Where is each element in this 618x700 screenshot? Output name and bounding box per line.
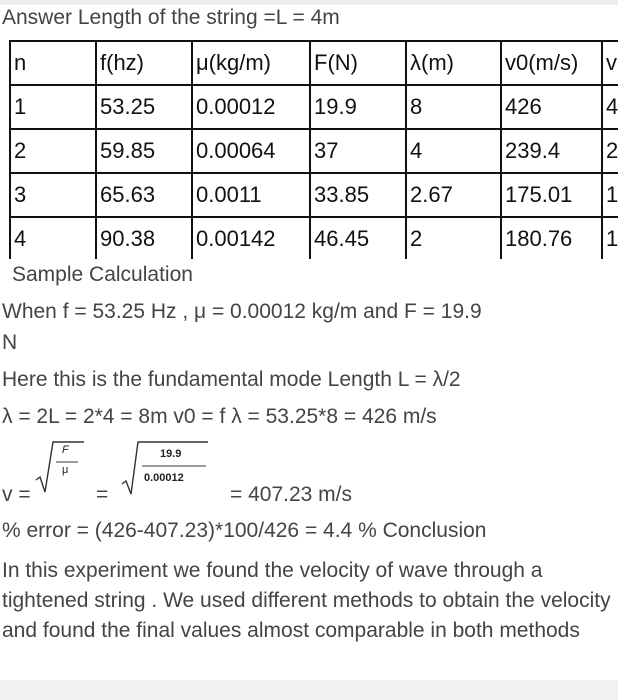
data-table-container bbox=[9, 40, 618, 259]
table-row bbox=[10, 85, 618, 129]
cell-lambda: 2.67 bbox=[406, 173, 501, 217]
percent-error-line: % error = (426-407.23)*100/426 = 4.4 % Conclusion bbox=[2, 519, 487, 542]
sqrt-value-denominator: 0.00012 bbox=[144, 472, 184, 484]
cell-mu: 0.0011 bbox=[192, 173, 310, 217]
cell-f: f(hz) bbox=[96, 41, 192, 85]
table-header-row bbox=[10, 41, 618, 85]
cell-mu: 0.00012 bbox=[192, 85, 310, 129]
wavelength-velocity-line: λ = 2L = 2*4 = 8m v0 = f λ = 53.25*8 = 426 m/s bbox=[2, 405, 437, 428]
conclusion-paragraph: In this experiment we found the velocity of wave through a tightened string . We used different methods to obtain the velocity and found the final values almost comparable in both methods bbox=[2, 559, 611, 642]
cell-v0: 239.4 bbox=[501, 129, 602, 173]
cell-force: 37 bbox=[310, 129, 406, 173]
cell-v0: v0(m/s) bbox=[501, 41, 602, 85]
cell-v: 1 bbox=[602, 217, 618, 259]
cell-n: 2 bbox=[10, 129, 96, 173]
cell-lambda: 4 bbox=[406, 129, 501, 173]
cell-force: F(N) bbox=[310, 41, 406, 85]
cell-v: 4 bbox=[602, 85, 618, 129]
cell-v: 2 bbox=[602, 129, 618, 173]
cell-f: 65.63 bbox=[96, 173, 192, 217]
cell-mu: μ(kg/m) bbox=[192, 41, 310, 85]
cell-mu: 0.00064 bbox=[192, 129, 310, 173]
cell-n: 3 bbox=[10, 173, 96, 217]
top-strip bbox=[0, 0, 618, 5]
cell-force: 33.85 bbox=[310, 173, 406, 217]
cell-f: 90.38 bbox=[96, 217, 192, 259]
sqrt-value-numerator: 19.9 bbox=[160, 448, 182, 460]
velocity-label: v = bbox=[2, 483, 31, 506]
sqrt-symbolic-fraction bbox=[34, 440, 84, 496]
cell-n: 1 bbox=[10, 85, 96, 129]
table-row bbox=[10, 217, 618, 259]
cell-f: 59.85 bbox=[96, 129, 192, 173]
cell-v0: 426 bbox=[501, 85, 602, 129]
given-values-line: When f = 53.25 Hz , μ = 0.00012 kg/m and F = 19.9 bbox=[2, 300, 482, 323]
cell-v: 1 bbox=[602, 173, 618, 217]
cell-n: 4 bbox=[10, 217, 96, 259]
cell-lambda: λ(m) bbox=[406, 41, 501, 85]
cell-lambda: 2 bbox=[406, 217, 501, 259]
cell-f: 53.25 bbox=[96, 85, 192, 129]
table-row bbox=[10, 173, 618, 217]
equals-sign: = bbox=[96, 483, 109, 506]
cell-force: 19.9 bbox=[310, 85, 406, 129]
fundamental-mode-line: Here this is the fundamental mode Length L = λ/2 bbox=[2, 368, 461, 391]
sqrt-value-fraction bbox=[120, 440, 210, 496]
sqrt-sign-icon bbox=[34, 440, 84, 496]
answer-title: Answer Length of the string =L = 4m bbox=[2, 6, 340, 29]
cell-n: n bbox=[10, 41, 96, 85]
data-table bbox=[9, 40, 618, 259]
sqrt-denominator: μ bbox=[62, 464, 69, 476]
table-row bbox=[10, 129, 618, 173]
cell-v: v bbox=[602, 41, 618, 85]
cell-mu: 0.00142 bbox=[192, 217, 310, 259]
cell-force: 46.45 bbox=[310, 217, 406, 259]
sqrt-numerator: F bbox=[62, 444, 69, 456]
cell-v0: 180.76 bbox=[501, 217, 602, 259]
sample-calculation-heading: Sample Calculation bbox=[12, 263, 193, 286]
cell-v0: 175.01 bbox=[501, 173, 602, 217]
given-values-unit: N bbox=[2, 331, 18, 354]
bottom-strip bbox=[0, 680, 618, 700]
velocity-result: = 407.23 m/s bbox=[230, 483, 352, 506]
cell-lambda: 8 bbox=[406, 85, 501, 129]
